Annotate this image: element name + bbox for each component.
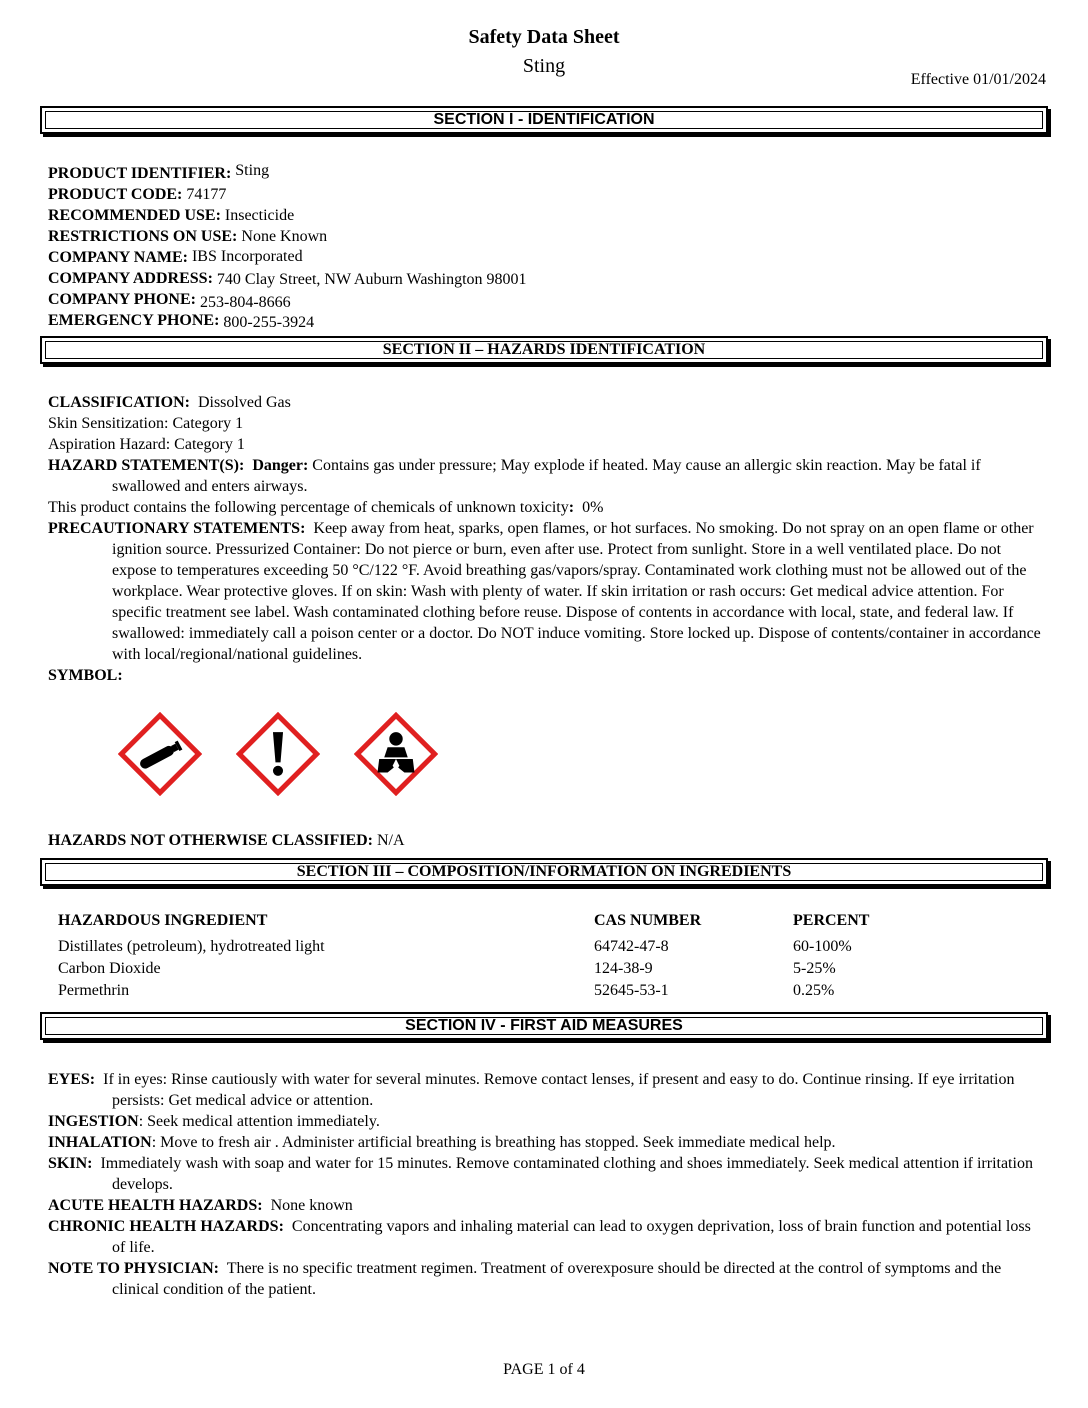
id-company-phone [48, 289, 1048, 310]
first-aid-eyes [48, 1069, 1042, 1111]
id-restrictions [48, 226, 1048, 247]
first-aid-label: SKIN: [48, 1155, 93, 1172]
cas-number: 124-38-9 [594, 960, 653, 977]
first-aid-text: Concentrating vapors and inhaling material can lead to oxygen deprivation, loss of brain function and potential loss of life. [112, 1218, 1031, 1256]
hazard-statement-label: HAZARD STATEMENT(S): [48, 457, 245, 474]
column-header: PERCENT [793, 912, 870, 929]
ingredients-table [58, 912, 998, 1002]
effective-date: Effective 01/01/2024 [910, 71, 1046, 88]
ingredient-name: Permethrin [58, 982, 130, 999]
cas-number: 64742-47-8 [594, 938, 669, 955]
id-label: PRODUCT IDENTIFIER: [48, 165, 232, 182]
first-aid-text: If in eyes: Rinse cautiously with water for several minutes. Remove contact lenses, if present and easy to do. Continue rinsing. If eye irritation persists: Get medical advice or attention. [103, 1071, 1015, 1109]
first-aid-inhalation [48, 1132, 1042, 1153]
first-aid-label: CHRONIC HEALTH HAZARDS: [48, 1218, 284, 1235]
id-label: COMPANY PHONE: [48, 291, 196, 308]
gas-cylinder-icon [118, 712, 202, 796]
aspiration-hazard: Aspiration Hazard: Category 1 [48, 436, 245, 453]
unknown-toxicity-value: 0% [582, 499, 604, 516]
table-header-row [58, 912, 998, 936]
id-emergency-phone [48, 310, 1048, 331]
table-row [58, 936, 998, 958]
table-row [58, 980, 998, 1002]
section-3-header [40, 858, 1048, 886]
first-aid-label: ACUTE HEALTH HAZARDS: [48, 1197, 263, 1214]
hnoc [48, 830, 1048, 851]
id-company-address [48, 268, 1048, 289]
first-aid-text: None known [270, 1197, 353, 1214]
id-product-identifier [48, 163, 1048, 184]
first-aid-text: : Seek medical attention immediately. [138, 1113, 380, 1130]
id-company-name [48, 247, 1048, 268]
id-value: 800-255-3924 [223, 314, 315, 331]
hazard-statements [48, 455, 1042, 497]
id-label: PRODUCT CODE: [48, 186, 183, 203]
acute-health-hazards [48, 1195, 1042, 1216]
first-aid-ingestion [48, 1111, 1042, 1132]
hazard-statement-text: Contains gas under pressure; May explode if heated. May cause an allergic skin reaction. May be fatal if swallowed and enters airways. [112, 457, 981, 495]
precautionary-label: PRECAUTIONARY STATEMENTS: [48, 520, 306, 537]
id-value: 253-804-8666 [199, 294, 291, 311]
precautionary-statements [48, 518, 1042, 665]
health-hazard-icon [354, 712, 438, 796]
cas-number: 52645-53-1 [594, 982, 669, 999]
percent: 5-25% [793, 960, 836, 977]
id-product-code [48, 184, 1048, 205]
section-4-title: SECTION IV - FIRST AID MEASURES [405, 1017, 683, 1034]
id-value: Sting [235, 162, 270, 179]
column-header: CAS NUMBER [594, 912, 702, 929]
exclamation-mark-icon [236, 712, 320, 796]
id-value: None Known [241, 228, 328, 245]
id-value: 740 Clay Street, NW Auburn Washington 98001 [216, 271, 527, 288]
hnoc-value: N/A [377, 832, 405, 849]
classification-label: CLASSIFICATION: [48, 394, 190, 411]
id-label: COMPANY ADDRESS: [48, 270, 213, 287]
classification [48, 392, 1048, 413]
first-aid-skin [48, 1153, 1042, 1195]
section-2-header [40, 336, 1048, 364]
first-aid-label: INGESTION [48, 1113, 139, 1130]
section-3-title: SECTION III – COMPOSITION/INFORMATION ON INGREDIENTS [296, 863, 792, 880]
first-aid-label: INHALATION [48, 1134, 152, 1151]
precautionary-text: Keep away from heat, sparks, open flames, or hot surfaces. No smoking. Do not spray on an open flame or other ignition source. Pressurized Container: Do not pierce or burn, even after use. Protect from sunlight. Store in a well ventilated place. Do not expose to temperatures exceeding 50 °C/122 °F. Avoid breathing gas/vapors/spray. Contaminated work clothing must not be allowed out of the workplace. Wear protective gloves. If on skin: Wash with plenty of water. If skin irritation or rash occurs: Get medical advice attention. For specific treatment see label. Wash contaminated clothing before reuse. Dispose of contents in accordance with local, state, and federal law. If swallowed: immediately call a poison center or a doctor. Do NOT induce vomiting. Store locked up. Dispose of contents/container in accordance with local/regional/national guidelines. [112, 520, 1041, 663]
id-label: RECOMMENDED USE: [48, 207, 221, 224]
page-number: PAGE 1 of 4 [503, 1361, 585, 1378]
column-header: HAZARDOUS INGREDIENT [58, 912, 268, 929]
document-title: Safety Data Sheet [468, 26, 620, 48]
note-to-physician [48, 1258, 1042, 1300]
chronic-health-hazards [48, 1216, 1042, 1258]
percent: 60-100% [793, 938, 852, 955]
unknown-toxicity-text: This product contains the following percentage of chemicals of unknown toxicity [48, 499, 569, 516]
product-name-heading: Sting [522, 55, 566, 77]
section-1-header [40, 106, 1048, 134]
first-aid-text: Immediately wash with soap and water for 15 minutes. Remove contaminated clothing and shoes immediately. Seek medical attention if irritation develops. [100, 1155, 1033, 1193]
id-label: COMPANY NAME: [48, 249, 188, 266]
ghs-pictograms [118, 712, 472, 796]
first-aid-label: EYES: [48, 1071, 96, 1088]
hnoc-label: HAZARDS NOT OTHERWISE CLASSIFIED: [48, 832, 373, 849]
id-label: RESTRICTIONS ON USE: [48, 228, 238, 245]
first-aid-text: : Move to fresh air . Administer artificial breathing is breathing has stopped. Seek immediate medical help. [151, 1134, 836, 1151]
ingredient-name: Distillates (petroleum), hydrotreated light [58, 938, 325, 955]
id-value: Insecticide [224, 207, 295, 224]
unknown-toxicity [48, 497, 1048, 518]
section-2-title: SECTION II – HAZARDS IDENTIFICATION [382, 341, 706, 358]
first-aid-text: There is no specific treatment regimen. Treatment of overexposure should be directed at the control of symptoms and the clinical condition of the patient. [112, 1260, 1002, 1298]
section-4-header [40, 1012, 1048, 1040]
id-label: EMERGENCY PHONE: [48, 312, 220, 329]
ingredient-name: Carbon Dioxide [58, 960, 161, 977]
symbol-label [48, 665, 1048, 686]
signal-word: Danger: [252, 457, 309, 474]
skin-sensitization: Skin Sensitization: Category 1 [48, 415, 244, 432]
unknown-toxicity-colon: : [568, 499, 575, 516]
id-recommended-use [48, 205, 1048, 226]
id-value: IBS Incorporated [191, 248, 303, 265]
section-1-title: SECTION I - IDENTIFICATION [433, 111, 655, 128]
table-row [58, 958, 998, 980]
classification-value: Dissolved Gas [197, 394, 291, 411]
percent: 0.25% [793, 982, 835, 999]
first-aid-label: NOTE TO PHYSICIAN: [48, 1260, 219, 1277]
id-value: 74177 [186, 186, 227, 203]
symbol-label-text: SYMBOL: [48, 667, 123, 684]
